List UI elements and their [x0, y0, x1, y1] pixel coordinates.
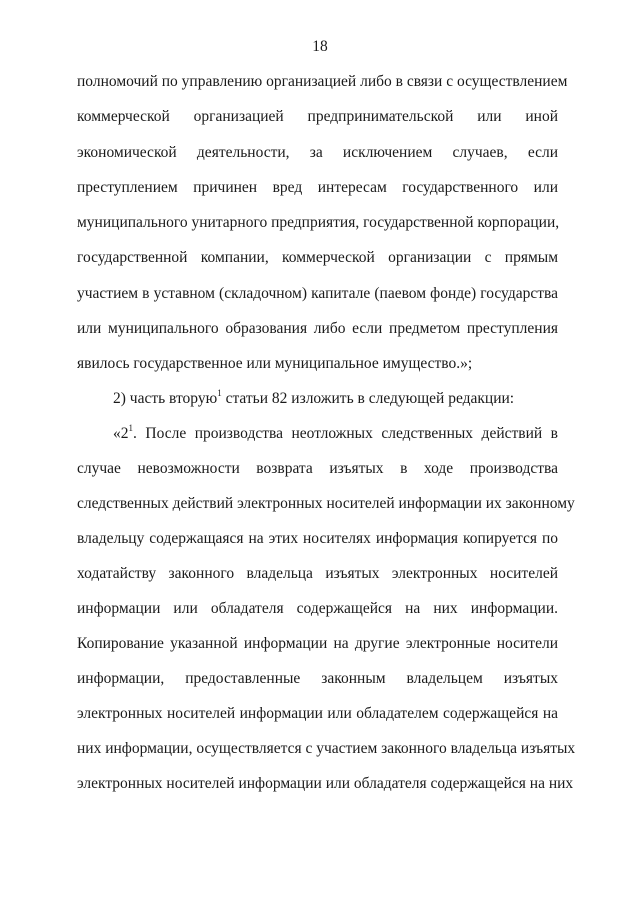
superscript: 1 — [128, 422, 133, 433]
text-line: участием в уставном (складочном) капитале (паевом фонде) государства — [77, 285, 558, 302]
quote-text: . После производства неотложных следственных действий в — [133, 425, 558, 442]
text-line: ходатайству законного владельца изъятых электронных носителей — [77, 565, 558, 582]
text-line: информации, предоставленные законным владельцем изъятых — [77, 670, 558, 687]
text-line: владельцу содержащаяся на этих носителях информация копируется по — [77, 530, 558, 547]
list-item-2 — [113, 389, 558, 409]
text-line: электронных носителей информации или обладателем содержащейся на — [77, 705, 558, 722]
superscript: 1 — [217, 387, 222, 398]
text-line: электронных носителей информации или обладателя содержащейся на них — [77, 775, 574, 792]
text-line: коммерческой организацией предпринимательской или иной — [77, 108, 558, 125]
text-line: Копирование указанной информации на другие электронные носители — [77, 635, 558, 652]
text-line: или муниципального образования либо если предметом преступления — [77, 320, 558, 337]
text-line: следственных действий электронных носителей информации их законному — [77, 495, 575, 512]
page-number: 18 — [312, 38, 328, 55]
text-line: случае невозможности возврата изъятых в ходе производства — [77, 460, 558, 477]
text-line: явилось государственное или муниципальное имущество.»; — [77, 355, 473, 372]
quote-start-line — [113, 424, 558, 444]
list-item-text: 2) часть вторую — [113, 390, 218, 407]
text-line: преступлением причинен вред интересам государственного или — [77, 179, 558, 196]
text-line: государственной компании, коммерческой организации с прямым — [77, 249, 558, 266]
quote-text: «2 — [113, 425, 129, 442]
text-line: них информации, осуществляется с участием законного владельца изъятых — [77, 740, 576, 757]
text-line: полномочий по управлению организацией либо в связи с осуществлением — [77, 73, 568, 90]
text-line: экономической деятельности, за исключением случаев, если — [77, 144, 558, 161]
text-line: информации или обладателя содержащейся на них информации. — [77, 600, 558, 617]
list-item-text: статьи 82 изложить в следующей редакции: — [221, 390, 515, 407]
text-line: муниципального унитарного предприятия, государственной корпорации, — [77, 214, 560, 231]
